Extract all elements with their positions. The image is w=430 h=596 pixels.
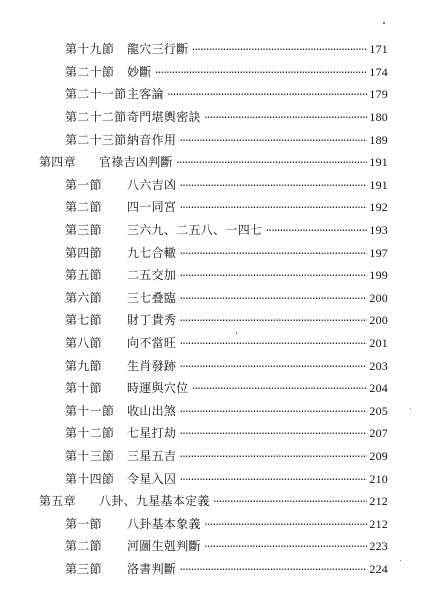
toc-section-entry	[0, 467, 388, 490]
toc-page-number: 191	[369, 155, 388, 170]
toc-entry-number: 第一節	[65, 516, 102, 531]
toc-dot-leader	[178, 246, 367, 260]
toc-entry-label	[39, 155, 173, 169]
toc-dot-leader	[178, 562, 367, 576]
toc-page-number: 192	[369, 200, 388, 215]
toc-entry-label	[65, 268, 176, 282]
toc-entry-number: 第二節	[65, 539, 102, 554]
toc-entry-number: 第二十二節	[65, 110, 127, 125]
toc-dot-leader	[203, 539, 368, 553]
toc-entry-label	[65, 110, 201, 124]
toc-dot-leader	[178, 404, 367, 418]
toc-entry-number: 第四節	[65, 245, 102, 260]
toc-chapter-entry	[0, 490, 388, 513]
toc-dot-leader	[166, 87, 367, 101]
toc-entry-number: 第四章	[39, 155, 76, 170]
toc-entry-number: 第三節	[65, 561, 102, 576]
toc-entry-title: 八六吉凶	[127, 177, 177, 192]
toc-entry-label	[65, 539, 201, 553]
toc-page-number: 212	[369, 516, 388, 531]
toc-page-number: 200	[369, 290, 388, 305]
toc-entry-title: 河圖生剋判斷	[127, 539, 201, 554]
toc-dot-leader	[178, 426, 367, 440]
toc-page-number: 189	[369, 132, 388, 147]
toc-entry-title: 洛書判斷	[127, 561, 177, 576]
toc-entry-label	[65, 291, 176, 305]
toc-section-entry	[0, 38, 388, 61]
toc-entry-label	[65, 449, 176, 463]
toc-section-entry	[0, 83, 388, 106]
toc-entry-number: 第五節	[65, 268, 102, 283]
toc-entry-number: 第十九節	[65, 42, 115, 57]
toc-entry-number: 第十二節	[65, 426, 115, 441]
toc-entry-title: 三六九、二五八、一四七	[127, 223, 263, 238]
toc-section-entry	[0, 61, 388, 84]
toc-section-entry	[0, 377, 388, 400]
toc-page-number: 204	[369, 381, 388, 396]
toc-entry-title: 八卦、九星基本定義	[99, 494, 210, 509]
toc-entry-title: 財丁貴秀	[127, 313, 177, 328]
toc-entry-title: 三星五吉	[127, 448, 177, 463]
toc-section-entry	[0, 422, 388, 445]
toc-page-number: 203	[369, 358, 388, 373]
toc-dot-leader	[178, 200, 367, 214]
scan-speck	[236, 332, 237, 334]
toc-dot-leader	[203, 110, 368, 124]
toc-section-entry	[0, 535, 388, 558]
scan-speck	[383, 22, 385, 24]
toc-page-number: 205	[369, 403, 388, 418]
scan-speck	[400, 560, 401, 561]
toc-page-number: 174	[369, 64, 388, 79]
toc-entry-label	[65, 42, 189, 56]
toc-dot-leader	[178, 336, 367, 350]
toc-page-number: 209	[369, 448, 388, 463]
toc-entry-title: 四一同宮	[127, 200, 177, 215]
toc-entry-title: 妙斷	[127, 64, 152, 79]
toc-dot-leader	[191, 42, 368, 56]
toc-dot-leader	[178, 291, 367, 305]
toc-dot-leader	[178, 178, 367, 192]
toc-entry-title: 令星入囚	[127, 471, 177, 486]
toc-entry-number: 第二節	[65, 200, 102, 215]
toc-entry-title: 龍穴三行斷	[127, 42, 189, 57]
toc-entry-title: 奇門堪輿密訣	[127, 110, 201, 125]
toc-page-number: 180	[369, 110, 388, 125]
toc-section-entry	[0, 196, 388, 219]
toc-entry-number: 第七節	[65, 313, 102, 328]
toc-dot-leader	[178, 313, 367, 327]
toc-page-number: 207	[369, 426, 388, 441]
toc-section-entry	[0, 400, 388, 423]
toc-entry-label	[65, 178, 176, 192]
toc-dot-leader	[178, 359, 367, 373]
toc-entry-label	[65, 404, 176, 418]
toc-entry-title: 生肖發跡	[127, 358, 177, 373]
toc-page-number: 212	[369, 494, 388, 509]
toc-section-entry	[0, 241, 388, 264]
toc-dot-leader	[191, 381, 368, 395]
toc-entry-number: 第九節	[65, 358, 102, 373]
toc-page-number: 199	[369, 268, 388, 283]
toc-entry-number: 第十一節	[65, 403, 115, 418]
toc-entry-label	[65, 359, 176, 373]
toc-section-entry	[0, 558, 388, 581]
toc-dot-leader	[154, 65, 368, 79]
scan-speck	[410, 408, 411, 409]
toc-section-entry	[0, 287, 388, 310]
toc-section-entry	[0, 106, 388, 129]
toc-entry-title: 主客論	[127, 87, 164, 102]
toc-entry-title: 八卦基本象義	[127, 516, 201, 531]
toc-entry-label	[65, 313, 176, 327]
toc-entry-title: 三七叠臨	[127, 290, 177, 305]
toc-dot-leader	[203, 517, 368, 531]
toc-entry-title: 官祿吉凶判斷	[99, 155, 173, 170]
table-of-contents	[0, 38, 430, 580]
toc-page-number: 223	[369, 539, 388, 554]
toc-entry-title: 納音作用	[127, 132, 177, 147]
toc-entry-number: 第八節	[65, 336, 102, 351]
toc-section-entry	[0, 354, 388, 377]
toc-entry-label	[65, 246, 176, 260]
toc-entry-number: 第二十三節	[65, 132, 127, 147]
toc-dot-leader	[178, 449, 367, 463]
toc-entry-number: 第六節	[65, 290, 102, 305]
toc-page-number: 197	[369, 245, 388, 260]
toc-dot-leader	[178, 268, 367, 282]
toc-entry-title: 向不當旺	[127, 336, 177, 351]
toc-entry-number: 第五章	[39, 494, 76, 509]
toc-entry-label	[65, 200, 176, 214]
toc-entry-label	[39, 494, 210, 508]
toc-section-entry	[0, 445, 388, 468]
toc-page-number: 179	[369, 87, 388, 102]
toc-section-entry	[0, 128, 388, 151]
toc-section-entry	[0, 512, 388, 535]
toc-entry-title: 時運與穴位	[127, 381, 189, 396]
toc-section-entry	[0, 332, 388, 355]
toc-entry-number: 第十節	[65, 381, 102, 396]
toc-dot-leader	[264, 223, 367, 237]
toc-entry-title: 九七合轍	[127, 245, 177, 260]
toc-chapter-entry	[0, 151, 388, 174]
toc-section-entry	[0, 219, 388, 242]
toc-entry-label	[65, 336, 176, 350]
toc-entry-number: 第十三節	[65, 448, 115, 463]
toc-entry-label	[65, 133, 176, 147]
toc-entry-number: 第二十一節	[65, 87, 127, 102]
toc-dot-leader	[175, 155, 368, 169]
toc-entry-label	[65, 65, 152, 79]
toc-dot-leader	[178, 133, 367, 147]
toc-entry-number: 第二十節	[65, 64, 115, 79]
toc-entry-label	[65, 381, 189, 395]
toc-page-number: 210	[369, 471, 388, 486]
toc-section-entry	[0, 309, 388, 332]
toc-entry-title: 收山出煞	[127, 403, 177, 418]
toc-page-number: 200	[369, 313, 388, 328]
toc-entry-label	[65, 87, 164, 101]
toc-entry-label	[65, 223, 262, 237]
toc-page-number: 193	[369, 223, 388, 238]
toc-page-number: 224	[369, 561, 388, 576]
toc-entry-number: 第十四節	[65, 471, 115, 486]
toc-page-number: 171	[369, 42, 388, 57]
toc-page-number: 201	[369, 336, 388, 351]
toc-entry-label	[65, 426, 176, 440]
toc-entry-number: 第一節	[65, 177, 102, 192]
toc-entry-number: 第三節	[65, 223, 102, 238]
toc-section-entry	[0, 264, 388, 287]
toc-dot-leader	[212, 494, 368, 508]
toc-entry-label	[65, 517, 201, 531]
toc-entry-label	[65, 562, 176, 576]
toc-dot-leader	[178, 472, 367, 486]
toc-entry-label	[65, 472, 176, 486]
toc-entry-title: 二五交加	[127, 268, 177, 283]
toc-page-number: 191	[369, 177, 388, 192]
toc-entry-title: 七星打劫	[127, 426, 177, 441]
toc-section-entry	[0, 174, 388, 197]
